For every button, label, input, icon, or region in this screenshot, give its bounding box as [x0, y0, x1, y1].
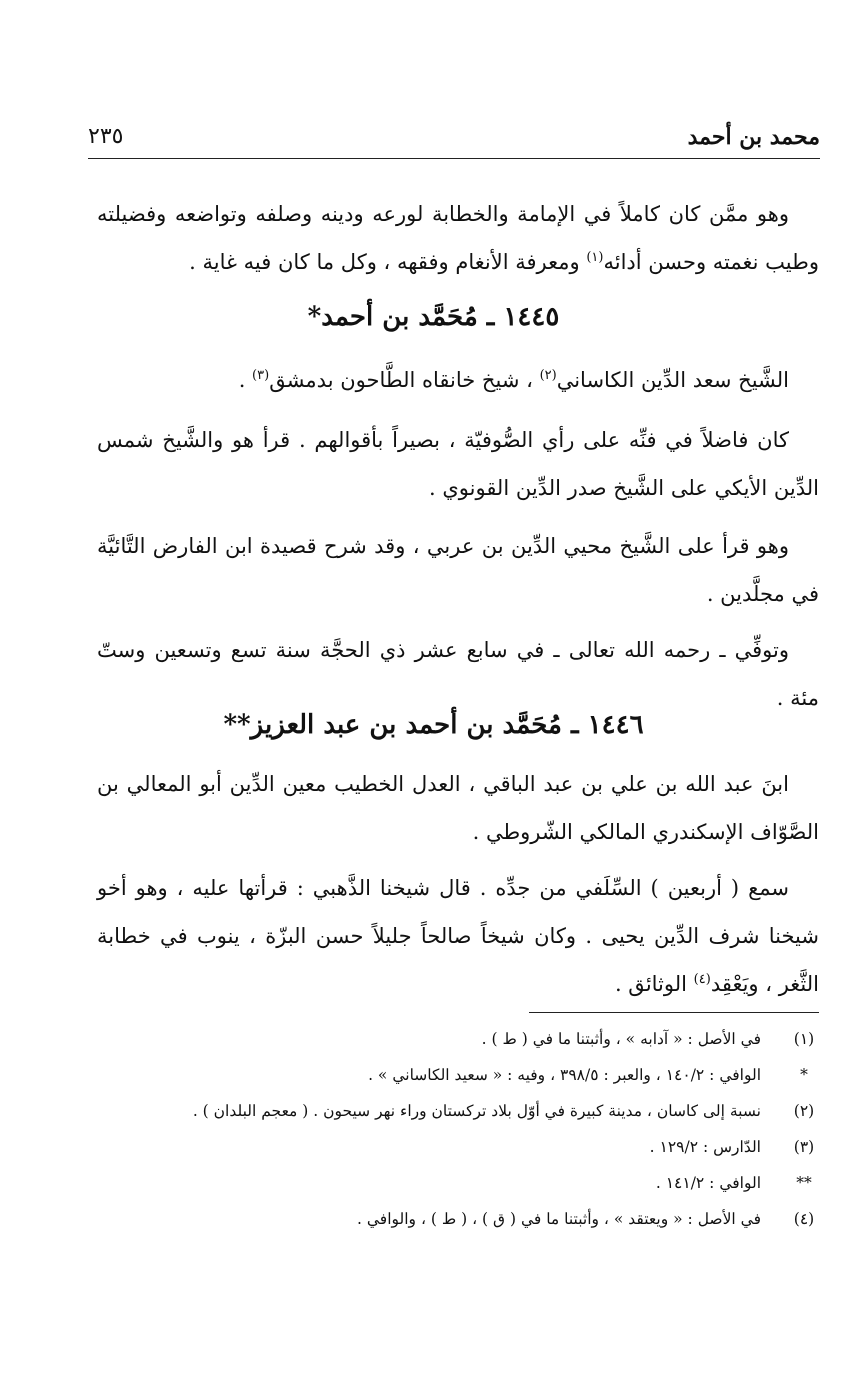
footnote-item	[81, 1204, 821, 1240]
intro-paragraph	[97, 190, 819, 286]
entry-1445-paragraph-1	[97, 356, 819, 404]
footnote-mark: *	[800, 1066, 808, 1084]
footnote-item	[81, 1024, 821, 1060]
footnote-text: الدّارس : ١٢٩/٢ .	[649, 1138, 761, 1156]
footnote-divider	[529, 1012, 819, 1013]
entry-1446-paragraph-1: ابنَ عبد الله بن علي بن عبد الباقي ، العدل الخطيب معين الدِّين أبو المعالي بن الصَّوّاف الإسكندري المالكي الشّروطي .	[97, 772, 819, 844]
footnote-item	[81, 1060, 821, 1096]
footnote-mark: (٤)	[793, 1210, 815, 1228]
footnote-mark: (٣)	[793, 1138, 815, 1156]
entry-heading-1446: ١٤٤٦ ـ مُحَمَّد بن أحمد بن عبد العزيز**	[223, 710, 644, 740]
footnotes	[81, 1024, 821, 1240]
footnote-text: في الأصل : « آدابه » ، وأثبتنا ما في ( ط ) .	[481, 1030, 761, 1048]
entry-1445-paragraph-4: وتوفِّي ـ رحمه الله تعالى ـ في سابع عشر ذي الحجَّة سنة تسع وتسعين وستّ مئة .	[97, 638, 819, 710]
footnote-item	[81, 1096, 821, 1132]
running-header	[88, 118, 820, 159]
footnote-ref[interactable]: (٣)	[252, 368, 270, 383]
intro-text-after: ومعرفة الأنغام وفقهه ، وكل ما كان فيه غاية .	[189, 250, 587, 274]
entry-1445-p1-c: .	[238, 368, 253, 392]
entry-1445-paragraph-2: كان فاضلاً في فنِّه على رأي الصُّوفيّة ، بصيراً بأقوالهم . قرأ هو والشَّيخ شمس الدِّين الأيكي على الشَّيخ صدر الدِّين القونوي .	[97, 428, 819, 500]
footnote-mark: **	[796, 1174, 812, 1192]
footnote-ref[interactable]: (٤)	[693, 972, 711, 987]
entry-1446-p2-b: الوثائق .	[614, 972, 694, 996]
footnote-text: الوافي : ١٤٠/٢ ، والعبر : ٣٩٨/٥ ، وفيه : « سعيد الكاساني » .	[368, 1066, 761, 1084]
page-number: ٢٣٥	[88, 124, 124, 149]
entry-1446-p2-a: سمع ( أربعين ) السِّلَفي من جدِّه . قال شيخنا الذَّهبي : قرأتها عليه ، وهو أخو شيخنا شرف الدِّين يحيى . وكان شيخاً صالحاً جليلاً حسن البزّة ، ينوب في خطابة الثَّغر ، ويَعْقِد	[97, 876, 819, 996]
running-title: محمد بن أحمد	[687, 124, 820, 150]
footnote-text: الوافي : ١٤١/٢ .	[655, 1174, 761, 1192]
entry-1445-paragraph-3: وهو قرأ على الشَّيخ محيي الدِّين بن عربي ، وقد شرح قصيدة ابن الفارض التَّائيَّة في مجلَّدين .	[97, 534, 819, 606]
footnote-mark: (٢)	[793, 1102, 815, 1120]
footnote-ref[interactable]: (٢)	[539, 368, 557, 383]
footnote-mark: (١)	[793, 1030, 815, 1048]
footnote-text: في الأصل : « ويعتقد » ، وأثبتنا ما في ( ق ) ، ( ط ) ، والوافي .	[357, 1210, 761, 1228]
entry-1446-paragraph-2	[97, 864, 819, 1008]
intro-text: وهو ممَّن كان كاملاً في الإمامة والخطابة لورعه ودينه وصلفه وتواضعه وفضيلته وطيب نغمته وحسن أدائه	[97, 202, 819, 274]
entry-heading-1445: ١٤٤٥ ـ مُحَمَّد بن أحمد*	[307, 302, 560, 332]
footnote-text: نسبة إلى كاسان ، مدينة كبيرة في أوّل بلاد تركستان وراء نهر سيحون . ( معجم البلدان ) .	[192, 1102, 761, 1120]
entry-1445-p1-b: ، شيخ خانقاه الطَّاحون بدمشق	[269, 368, 540, 392]
footnote-item	[81, 1168, 821, 1204]
entry-1445-p1-a: الشَّيخ سعد الدِّين الكاساني	[556, 368, 789, 392]
footnote-ref[interactable]: (١)	[586, 250, 604, 265]
footnote-item	[81, 1132, 821, 1168]
